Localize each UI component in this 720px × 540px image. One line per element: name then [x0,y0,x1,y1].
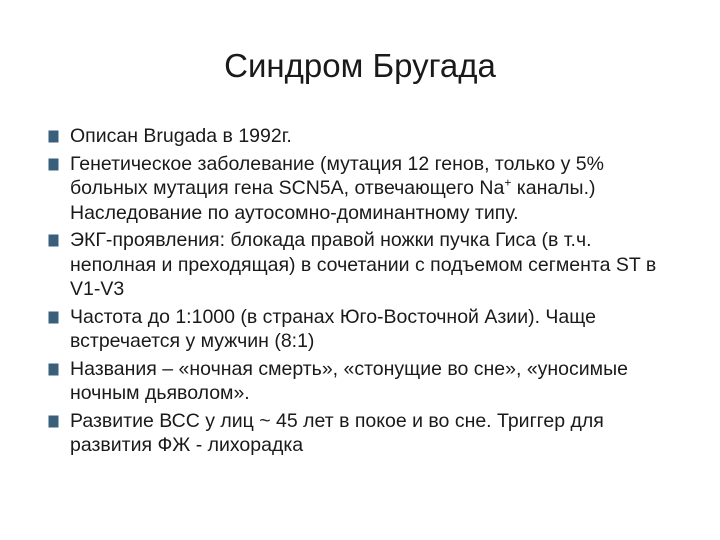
list-item [48,124,678,149]
square-bullet-icon [48,158,59,171]
square-bullet-icon [48,234,59,247]
bullet-text [70,152,678,226]
bullet-text-part: каналы.) Наследование по аутосомно-доминантному типу. [70,177,596,224]
bullet-text-part: Генетическое заболевание (мутация 12 генов, только у 5% больных мутация гена SCN5A, отвечающего Na [70,152,604,199]
square-bullet-icon [48,415,59,428]
list-item [48,409,678,458]
slide-title: Синдром Бругада [224,47,496,84]
bullet-text: Развитие ВСС у лиц ~ 45 лет в покое и во сне. Триггер для развития ФЖ - лихорадка [70,409,604,456]
bullet-text: ЭКГ-проявления: блокада правой ножки пучка Гиса (в т.ч. неполная и преходящая) в сочетании с подъемом сегмента ST в V1-V3 [70,229,657,300]
list-item [48,305,678,354]
list-item [48,152,678,226]
bullet-text: Описан Brugada в 1992г. [70,125,292,147]
list-item [48,357,678,406]
bullet-text: Частота до 1:1000 (в странах Юго-Восточной Азии). Чаще встречается у мужчин (8:1) [70,305,596,352]
square-bullet-icon [48,130,59,143]
bullet-list [48,124,678,461]
superscript: + [504,175,512,190]
square-bullet-icon [48,311,59,324]
square-bullet-icon [48,363,59,376]
list-item [48,228,678,302]
bullet-text: Названия – «ночная смерть», «стонущие во сне», «уносимые ночным дьяволом». [70,357,628,404]
